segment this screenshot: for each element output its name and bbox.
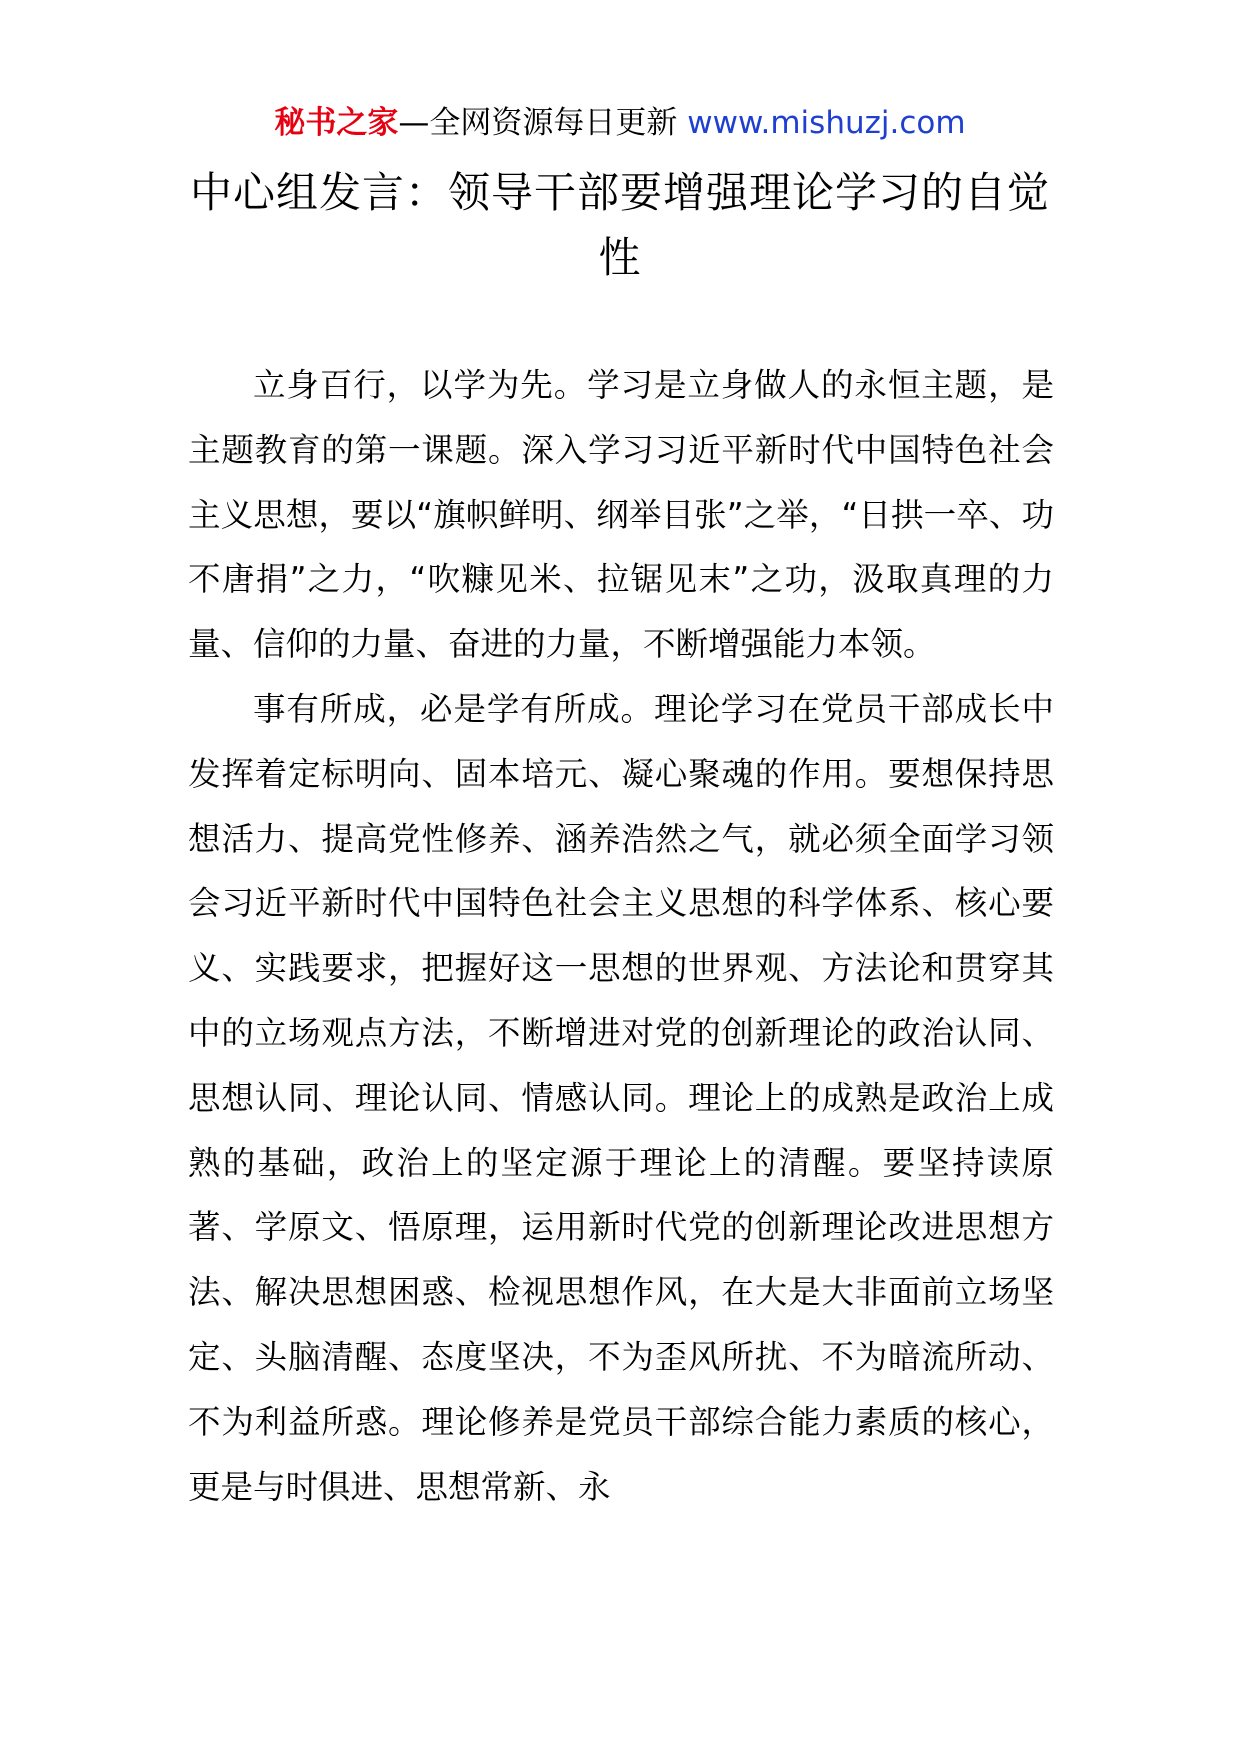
site-url[interactable]: www.mishuzj.com xyxy=(687,105,966,141)
document-title: 中心组发言：领导干部要增强理论学习的自觉性 xyxy=(190,168,1051,282)
site-header xyxy=(0,103,1240,143)
header-slogan: —全网资源每日更新 xyxy=(398,105,688,141)
paragraph-2-text: 理论学习在党员干部成长中发挥着定标明向、固本培元、凝心聚魂的作用。要想保持思想活力、提高党性修养、涵养浩然之气，就必须全面学习领会习近平新时代中国特色社会主义思想的科学体系、核心要义、实践要求，把握好这一思想的世界观、方法论和贯穿其中的立场观点方法，不断增进对党的创新理论的政治认同、思想认同、理论认同、情感认同。理论上的成熟是政治上成熟的基础，政治上的坚定源于理论上的清醒。要坚持读原著、学原文、悟原理，运用新时代党的创新理论改进思想方法、解决思想困惑、检视思想作风，在大是大非面前立场坚定、头脑清醒、态度坚决，不为歪风所扰、不为暗流所动、不为利益所惑。理论修养是党员干部综合能力素质的核心，更是与时俱进、思想常新、永 xyxy=(188,689,1054,1506)
brand-name: 秘书之家 xyxy=(274,105,399,141)
document-body xyxy=(188,353,1054,1519)
paragraph-2 xyxy=(188,677,1054,1519)
paragraph-2-lead: 事有所成，必是学有所成。 xyxy=(253,689,654,728)
paragraph-1: 立身百行，以学为先。学习是立身做人的永恒主题，是主题教育的第一课题。深入学习习近平新时代中国特色社会主义思想，要以“旗帜鲜明、纲举目张”之举，“日拱一卒、功不唐捐”之力，“吹糠见米、拉锯见末”之功，汲取真理的力量、信仰的力量、奋进的力量，不断增强能力本领。 xyxy=(188,366,1054,664)
